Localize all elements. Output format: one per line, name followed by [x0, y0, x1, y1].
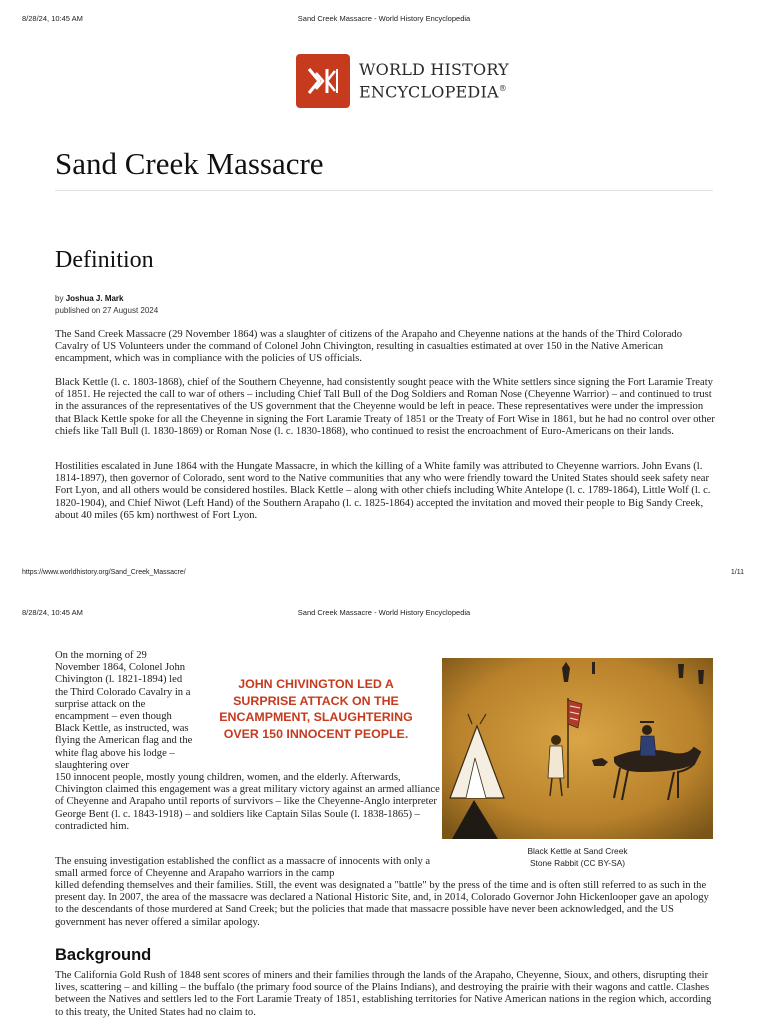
logo-line-2: ENCYCLOPEDIA — [359, 82, 499, 102]
figure-black-kettle-image[interactable] — [442, 658, 713, 839]
by-label: by — [55, 294, 64, 303]
print-url[interactable]: https://www.worldhistory.org/Sand_Creek_Massacre/ — [22, 569, 186, 576]
print-timestamp: 8/28/24, 10:45 AM — [22, 14, 83, 23]
logo-wordmark — [359, 60, 509, 101]
print-header-page-2 — [0, 608, 768, 620]
title-divider — [55, 190, 713, 191]
figure-credit[interactable]: Stone Rabbit (CC BY-SA) — [529, 858, 626, 868]
paragraph-1: The Sand Creek Massacre (29 November 1864) was a slaughter of citizens of the Arapaho and Cheyenne nations at the hands of the Third Colorado Cavalry of US Volunteers under the command of Colonel John Chivington, resulting in casualties estimated at over 150 in the Native American encampment, which was in compliance with the policies of US officials. — [55, 329, 683, 365]
print-timestamp: 8/28/24, 10:45 AM — [22, 608, 83, 617]
registered-mark: ® — [498, 84, 507, 94]
logo-line-1: WORLD HISTORY — [359, 60, 509, 80]
print-header — [0, 14, 768, 26]
published-date: published on 27 August 2024 — [55, 306, 159, 315]
paragraph-5a: The ensuing investigation established the conflict as a massacre of innocents with only a small armed force of Cheyenne and Arapaho warriors in the camp — [55, 856, 431, 880]
page-title: Sand Creek Massacre — [55, 146, 324, 181]
pull-quote: JOHN CHIVINGTON LED A SURPRISE ATTACK ON THE ENCAMPMENT, SLAUGHTERING OVER 150 INNOCENT PEOPLE. — [219, 677, 413, 741]
print-title: Sand Creek Massacre - World History Encyclopedia — [297, 608, 471, 617]
logo-mark-icon — [296, 54, 350, 108]
print-page-number: 1/11 — [730, 569, 744, 576]
paragraph-5b: killed defending themselves and their families. Still, the event was designated a "battle" by the press of the time and is often still referred to as such in the present day. In 2007, the area of the massacre was declared a National Historic Site, and, in 2014, Colorado Governor John Hickenlooper gave an apology to the descendants of those murdered at Sand Creek; but the policies that made that massacre possible have never been acknowledged, and the US government has never offered a similar apology. — [55, 880, 709, 928]
paragraph-3: Hostilities escalated in June 1864 with the Hungate Massacre, in which the killing of a White family was attributed to Cheyenne warriors. John Evans (l. 1814-1897), then governor of Colorado, sent word to the Native communities that any who were friendly toward the United States should seek safety near Fort Lyon, and all others would be considered hostiles. Black Kettle – along with other chiefs including White Antelope (l. c. 1789-1864), Little Wolf (l. c. 1820-1904), and Chief Niwot (Left Hand) of the Southern Arapaho (l. c. 1825-1864) accepted the invitation and moved their people to Big Sandy Creek, about 40 miles (65 km) northwest of Fort Lyon. — [55, 461, 711, 521]
paragraph-4-rest: 150 innocent people, mostly young children, women, and the elderly. Afterwards, Chivington claimed this engagement was a great military victory against an armed alliance of Cheyenne and Arapaho until reports of survivors – like the Cheyenne-Anglo interpreter George Bent (l. c. 1843-1918) – and soldiers like Captain Silas Soule (l. 1838-1865) – contradicted him. — [55, 772, 440, 832]
paragraph-4-wrapped: On the morning of 29 November 1864, Colonel John Chivington (l. 1821-1894) led the Third Colorado Cavalry in a surprise attack on the encampment – even though Black Kettle, as instructed, was flying the American flag and the white flag above his lodge – slaughtering over — [55, 650, 193, 771]
print-footer — [0, 569, 768, 581]
print-title: Sand Creek Massacre - World History Encyclopedia — [297, 14, 471, 23]
byline — [55, 293, 158, 317]
figure-caption: Black Kettle at Sand Creek — [527, 846, 628, 856]
paragraph-2: Black Kettle (l. c. 1803-1868), chief of the Southern Cheyenne, had consistently sought peace with the White settlers since signing the Fort Laramie Treaty of 1851. He rejected the call to war of others – including Chief Tall Bull of the Dog Soldiers and Roman Nose (Cheyenne Warrior) – and continued to trust in the assurances of the representatives of the US government that the Cheyenne would be left in peace. These representatives were under the impression that Black Kettle spoke for all the Cheyenne in signing the Fort Laramie Treaty of 1851 or the Treaty of Fort Wise in 1861, but he had no control over other chiefs like Tall Bull (l. 1830-1869) or Roman Nose (l. c. 1830-1868), who continued to resist the encroachment of Euro-Americans on their lands. — [55, 377, 715, 437]
section-title-background: Background — [55, 946, 152, 964]
site-logo[interactable] — [296, 54, 509, 108]
author-link[interactable]: Joshua J. Mark — [65, 294, 124, 303]
section-title-definition: Definition — [55, 247, 154, 273]
paragraph-background: The California Gold Rush of 1848 sent scores of miners and their families through the lands of the Arapaho, Cheyenne, Sioux, and others, disrupting their lives, scattering – and killing – the buffalo (the primary food source of the Plains Indians), and destroying the prairie with their wagons and cattle. Clashes between the Natives and settlers led to the Fort Laramie Treaty of 1851, establishing territories for Native American nations in the region which, according to this treaty, the United States had no claim to. — [55, 970, 712, 1018]
